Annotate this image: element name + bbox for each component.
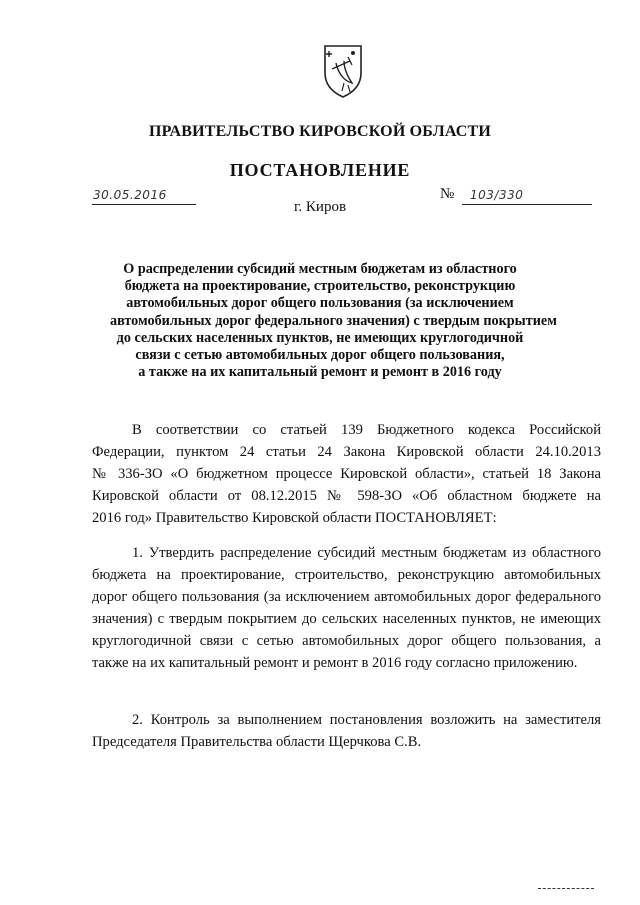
- document-title: [110, 261, 557, 381]
- paragraph-line: дорог общего пользования (за исключением автомобильных дорог федерального: [92, 589, 601, 605]
- title-line: до сельских населенных пунктов, не имеющих круглогодичной: [116, 329, 524, 346]
- paragraph-line: круглогодичной связи с сетью автомобильных дорог общего пользования, а: [92, 633, 601, 649]
- preamble-paragraph: [92, 419, 601, 529]
- title-line: автомобильных дорог общего пользования (за исключением: [126, 295, 514, 312]
- paragraph-line: В соответствии со статьей 139 Бюджетного кодекса Российской: [132, 422, 601, 438]
- paragraph-line: 1. Утвердить распределение субсидий местным бюджетам из областного: [132, 545, 601, 561]
- government-name: ПРАВИТЕЛЬСТВО КИРОВСКОЙ ОБЛАСТИ: [148, 123, 492, 140]
- signature-mark: [538, 888, 594, 889]
- paragraph-line: бюджета на проектирование, строительство, реконструкцию автомобильных: [92, 567, 601, 583]
- paragraph-line: Председателя Правительства области Щерчкова С.В.: [92, 734, 422, 750]
- title-line: автомобильных дорог федерального значения) с твердым покрытием: [110, 312, 557, 329]
- city: г. Киров: [293, 199, 347, 215]
- document-number-value: 103/330: [470, 188, 524, 202]
- paragraph-line: Кировской области от 08.12.2015 № 598-ЗО «Об областном бюджете на: [92, 488, 601, 504]
- item-1-paragraph: [92, 542, 601, 674]
- coat-of-arms-icon: [322, 43, 364, 99]
- paragraph-line: Федерации, пунктом 24 статьи 24 Закона Кировской области 24.10.2013: [92, 444, 601, 460]
- title-line: бюджета на проектирование, строительство, реконструкцию: [124, 278, 516, 295]
- paragraph-line: 2. Контроль за выполнением постановления возложить на заместителя: [132, 712, 601, 728]
- document-kind: ПОСТАНОВЛЕНИЕ: [229, 160, 411, 180]
- number-sign: №: [440, 186, 455, 202]
- title-line: а также на их капитальный ремонт и ремонт в 2016 году: [138, 364, 502, 381]
- document-date-value: 30.05.2016: [93, 188, 167, 202]
- paragraph-line: № 336-ЗО «О бюджетном процессе Кировской области», статьей 18 Закона: [92, 466, 601, 482]
- title-line: связи с сетью автомобильных дорог общего пользования,: [135, 347, 505, 364]
- paragraph-line: также на их капитальный ремонт и ремонт в 2016 году согласно приложению.: [92, 655, 578, 671]
- item-2-paragraph: [92, 709, 601, 753]
- paragraph-line: 2016 год» Правительство Кировской области ПОСТАНОВЛЯЕТ:: [92, 510, 497, 526]
- title-line: О распределении субсидий местным бюджетам из областного: [123, 261, 517, 277]
- paragraph-line: значения) с твердым покрытием до сельских населенных пунктов, не имеющих: [92, 611, 601, 627]
